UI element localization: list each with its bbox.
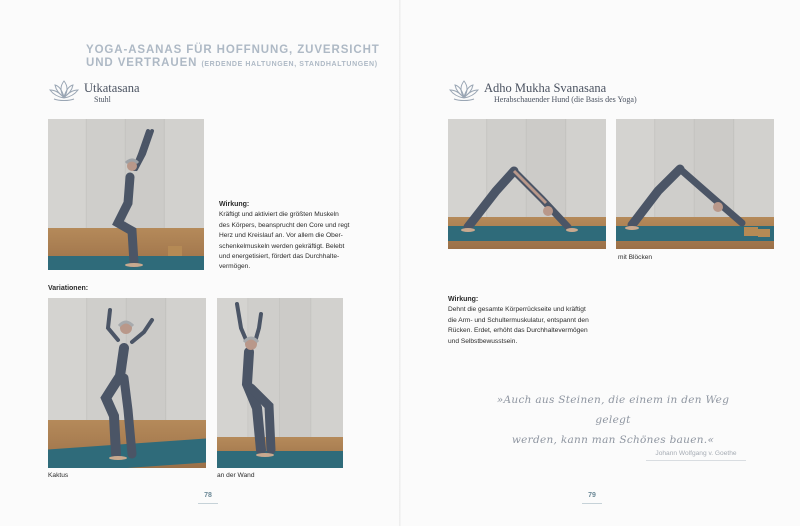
pose-name: Utkatasana — [84, 81, 140, 95]
photo-utkatasana — [48, 119, 204, 270]
figure-chair-pose — [48, 119, 204, 270]
pose-header-utkatasana — [48, 78, 140, 105]
effect-line: und energetisiert, fördert das Durchhalte- — [219, 253, 340, 261]
quote-author: Johann Wolfgang v. Goethe — [646, 450, 746, 461]
figure-downward-dog-blocks — [616, 119, 774, 249]
effect-line: schenkelmuskeln werden gekräftigt. Belebt — [219, 242, 345, 250]
page-number-left: 78 — [204, 492, 212, 499]
figure-kaktus-variation — [48, 298, 206, 468]
page-number-rule — [198, 503, 218, 504]
effect-line: Kräftigt und aktiviert die größten Muskeln — [219, 211, 339, 219]
photo-kaktus — [48, 298, 206, 468]
section-title-line2: UND VERTRAUEN — [86, 57, 198, 69]
section-title — [86, 44, 386, 71]
page-number-rule — [582, 503, 602, 504]
effect-line: und Selbstbewusstsein. — [448, 337, 518, 345]
photo-an-der-wand — [217, 298, 343, 468]
quote — [478, 390, 748, 450]
effect-line: des Körpers, beansprucht den Core und regt — [219, 221, 350, 229]
pose-header-adho-mukha — [448, 78, 637, 105]
effect-text-right — [448, 295, 618, 347]
effect-line: vermögen. — [219, 263, 251, 271]
pose-translation: Herabschauender Hund (die Basis des Yoga) — [494, 95, 637, 104]
figure-downward-dog — [448, 119, 606, 249]
caption-mit-bloecken: mit Blöcken — [618, 254, 653, 261]
caption-an-der-wand: an der Wand — [217, 472, 255, 479]
section-title-line1: YOGA-ASANAS FÜR HOFFNUNG, ZUVERSICHT — [86, 44, 380, 56]
lotus-icon — [448, 78, 480, 102]
quote-line: »Auch aus Steinen, die einem in den Weg gelegt — [496, 394, 730, 426]
figure-wall-variation — [217, 298, 343, 468]
variations-heading: Variationen: — [48, 285, 89, 292]
effect-text-left — [219, 200, 379, 273]
effect-heading: Wirkung: — [219, 201, 250, 208]
page-number-right: 79 — [588, 492, 596, 499]
photo-downward-dog — [448, 119, 606, 249]
pose-name: Adho Mukha Svanasana — [484, 81, 607, 95]
effect-line: die Arm- und Schultermuskulatur, entspannt den — [448, 316, 589, 324]
lotus-icon — [48, 78, 80, 102]
section-subtitle: (ERDENDE HALTUNGEN, STANDHALTUNGEN) — [201, 61, 378, 68]
page-gutter — [399, 0, 401, 526]
caption-kaktus: Kaktus — [48, 472, 69, 479]
effect-line: Herz und Kreislauf an. Vor allem die Ober- — [219, 232, 343, 240]
effect-line: Dehnt die gesamte Körperrückseite und kräftigt — [448, 306, 586, 314]
quote-line: werden, kann man Schönes bauen.« — [511, 434, 715, 446]
photo-downward-dog-blocks — [616, 119, 774, 249]
effect-heading: Wirkung: — [448, 296, 479, 303]
pose-translation: Stuhl — [94, 95, 111, 104]
effect-line: Rücken. Erdet, erhöht das Durchhaltevermögen — [448, 327, 588, 335]
